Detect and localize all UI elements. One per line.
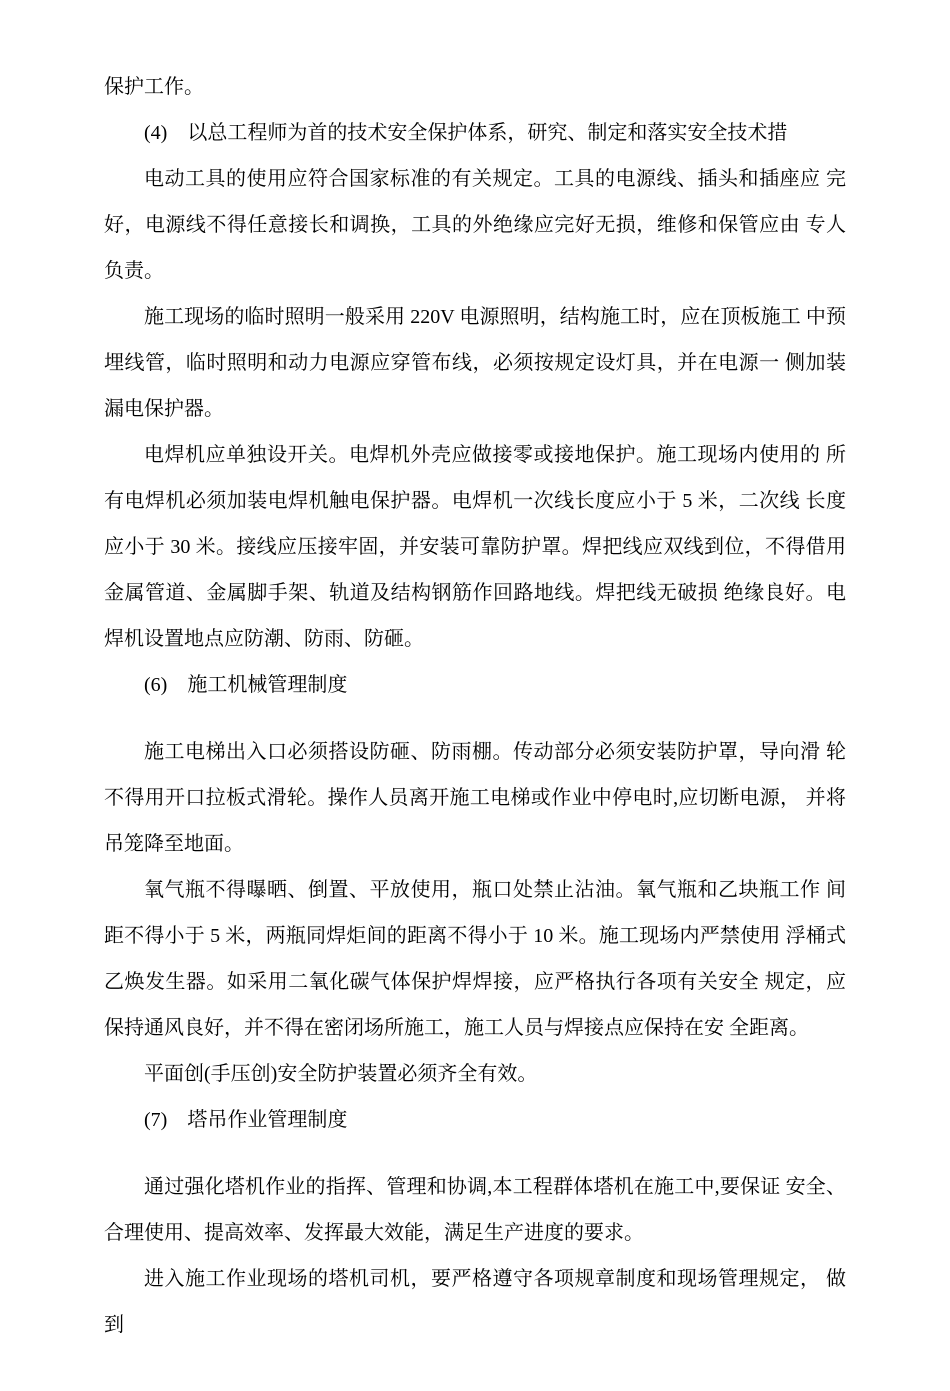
paragraph-welding-machine: 电焊机应单独设开关。电焊机外壳应做接零或接地保护。施工现场内使用的 所有电焊机必须加装电焊机触电保护器。电焊机一次线长度应小于 5 米，二次线 长度应小于 30 米。接线应压接牢固，并安装可靠防护罩。焊把线应双线到位，不得借用金属管道、金属脚手架、轨道及结构钢筋作回路地线。焊把线无破损 绝缘良好。电焊机设置地点应防潮、防雨、防砸。 [104, 444, 846, 650]
paragraph-tower-crane-driver: 进入施工作业现场的塔机司机，要严格遵守各项规章制度和现场管理规定， 做到 [104, 1268, 846, 1336]
heading-item-4: (4) 以总工程师为首的技术安全保护体系，研究、制定和落实安全技术措 [144, 122, 788, 144]
paragraph-construction-elevator: 施工电梯出入口必须搭设防砸、防雨棚。传动部分必须安装防护罩，导向滑 轮不得用开口拉板式滑轮。操作人员离开施工电梯或作业中停电时,应切断电源， 并将吊笼降至地面。 [104, 741, 846, 855]
paragraph-planer-safety: 平面创(手压创)安全防护装置必须齐全有效。 [144, 1063, 538, 1085]
paragraph-continuation: 保护工作。 [104, 76, 204, 98]
paragraph-oxygen-cylinder: 氧气瓶不得曝晒、倒置、平放使用，瓶口处禁止沾油。氧气瓶和乙块瓶工作 间距不得小于 5 米，两瓶同焊炬间的距离不得小于 10 米。施工现场内严禁使用 浮桶式乙焕发生器。如采用二氧化碳气体保护焊焊接，应严格执行各项有关安全 规定，应保持通风良好，并不得在密闭场所施工，施工人员与焊接点应保持在安 全距离。 [104, 879, 846, 1039]
paragraph-temporary-lighting: 施工现场的临时照明一般采用 220V 电源照明，结构施工时，应在顶板施工 中预埋线管，临时照明和动力电源应穿管布线，必须按规定设灯具，并在电源一 侧加装漏电保护器。 [104, 306, 846, 420]
paragraph-electric-tools: 电动工具的使用应符合国家标准的有关规定。工具的电源线、插头和插座应 完好，电源线不得任意接长和调换，工具的外绝缘应完好无损，维修和保管应由 专人负责。 [104, 168, 846, 282]
heading-item-6: (6) 施工机械管理制度 [144, 674, 348, 696]
heading-item-7: (7) 塔吊作业管理制度 [144, 1109, 348, 1131]
paragraph-tower-crane-coordination: 通过强化塔机作业的指挥、管理和协调,本工程群体塔机在施工中,要保证 安全、合理使用、提高效率、发挥最大效能，满足生产进度的要求。 [104, 1176, 846, 1244]
